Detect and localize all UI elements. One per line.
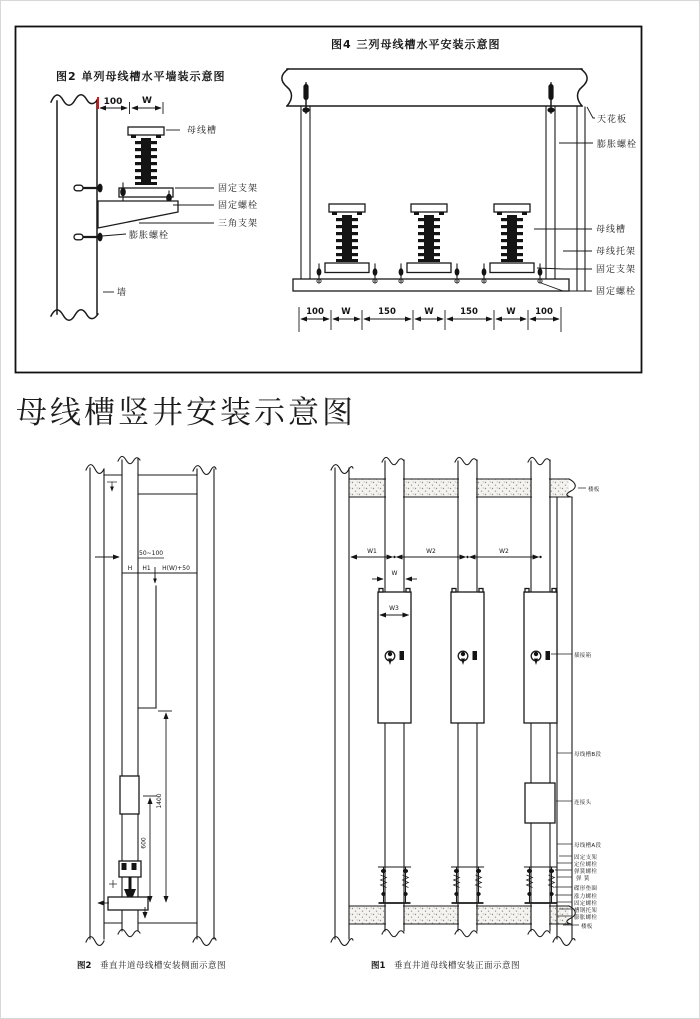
- riser-front-view-diagram: [331, 457, 601, 971]
- dim-0: 100: [306, 307, 324, 317]
- fig-side-caption-number: 图2: [77, 961, 92, 971]
- label-busway: 母线槽: [187, 126, 218, 136]
- label-spring: 弹 簧: [576, 876, 590, 882]
- joint-connector-box: [525, 783, 555, 823]
- shaft-wall-left-front: [331, 465, 353, 946]
- label-fixed-bracket: 固定支架: [596, 265, 637, 275]
- dim-4: 150: [460, 307, 478, 317]
- dim-h1: H1: [142, 565, 151, 572]
- gap-dimension: [95, 550, 164, 562]
- label-expansion-bolt: 膨胀螺栓: [129, 231, 170, 241]
- dim-6: 100: [535, 307, 553, 317]
- dim-w2-a: W2: [426, 548, 436, 555]
- dim-w: W: [142, 96, 152, 106]
- label-spring-bolt: 弹簧螺栓: [574, 869, 598, 875]
- dim-w2-b: W2: [499, 548, 509, 555]
- busway-cradle-channel: [293, 279, 569, 291]
- dim-w: W: [391, 570, 398, 577]
- label-plug-box: 插接箱: [574, 653, 592, 659]
- dim-600: 600: [140, 837, 148, 849]
- diagram-canvas: [1, 1, 700, 1019]
- label-floor-top: 楼板: [588, 487, 600, 493]
- spring-hanger-side: [98, 861, 148, 918]
- vertical-dimensions: [141, 711, 173, 902]
- riser-side-view-diagram: [77, 456, 226, 971]
- label-expansion-bolt: 膨胀螺栓: [574, 915, 598, 921]
- label-busway: 母线槽: [596, 225, 627, 235]
- label-fixed-bracket: 固定支架: [574, 855, 598, 861]
- label-joint: 连接头: [574, 800, 592, 806]
- label-wall: 墙: [117, 288, 128, 298]
- dim-w3: W3: [389, 605, 399, 612]
- dim-w1: W1: [367, 548, 377, 555]
- fig4-title: 图4 三列母线槽水平安装示意图: [331, 38, 501, 51]
- label-busway-b: 母线槽B段: [574, 752, 602, 758]
- fixed-bracket-plate: [119, 188, 173, 197]
- label-ceiling: 天花板: [597, 115, 628, 125]
- shaft-walls-side: [86, 465, 216, 946]
- label-triangle-bracket: 三角支架: [218, 219, 259, 229]
- dim-1400: 1400: [156, 793, 163, 809]
- label-fixed-bolt: 固定螺栓: [218, 201, 259, 211]
- dim-hw50: H(W)+50: [162, 565, 190, 572]
- fig2-title: 图2 单列母线槽水平墙装示意图: [56, 70, 226, 83]
- label-channel-bracket: 槽钢托架: [574, 908, 598, 914]
- label-floor-bottom: 楼板: [581, 924, 593, 930]
- dim-2: 150: [378, 307, 396, 317]
- dim-gap: 50~100: [139, 550, 164, 557]
- plug-box-side: [120, 776, 139, 814]
- dim-5: W: [506, 307, 516, 317]
- dim-h: H: [127, 565, 133, 572]
- h-dimension-chain: [122, 565, 197, 583]
- label-fixed-bracket: 固定支架: [218, 184, 259, 194]
- label-fixing-bolt: 固定螺栓: [574, 901, 598, 907]
- label-positioning-bolt: 定位螺栓: [574, 862, 598, 868]
- label-busway-a: 母线槽A段: [574, 843, 602, 849]
- dim-3: W: [424, 307, 434, 317]
- label-fixed-bolt: 固定螺栓: [596, 287, 637, 297]
- front-view-callouts: [551, 485, 601, 930]
- label-expansion-bolt: 膨胀螺栓: [597, 140, 638, 150]
- label-disc-washer: 碟形垫圈: [574, 886, 598, 892]
- label-busway-cradle: 母线托架: [596, 247, 637, 257]
- page-title: 母线槽竖井安装示意图: [16, 395, 356, 431]
- fig-side-caption: 垂直井道母线槽安装侧面示意图: [100, 961, 227, 971]
- support-plate-side: [108, 897, 148, 910]
- fig-front-caption: 垂直井道母线槽安装正面示意图: [394, 961, 521, 971]
- busway-units-row: [317, 204, 543, 283]
- dim-1: W: [341, 307, 351, 317]
- label-tension-bolt: 涨力螺栓: [574, 894, 598, 900]
- w-dimension-chain: [349, 548, 542, 563]
- fig-front-caption-number: 图1: [371, 961, 386, 971]
- dim-100: 100: [103, 97, 123, 107]
